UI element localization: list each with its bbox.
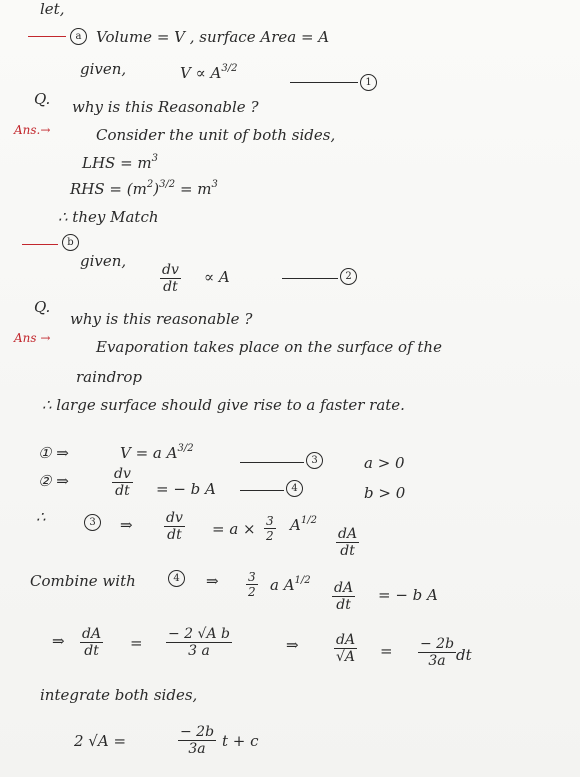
ans2-label: Ans → (14, 331, 51, 345)
simplify-arrow-2: ⇒ (286, 636, 299, 654)
rhs-line: RHS = $(m^2)^{3/2} = m^3$ (70, 179, 218, 198)
q1-text: why is this Reasonable ? (72, 98, 259, 116)
b-condition: b > 0 (364, 484, 406, 502)
equation-number-2: 2 (340, 268, 357, 285)
dv-dt-fraction-eq4: $\frac{dv}{dt}$ (114, 466, 131, 499)
red-arrow-a (28, 36, 66, 37)
combine-rhs: = − b A (378, 586, 438, 604)
given-b: given, (80, 252, 127, 270)
simplify-arrow-1: ⇒ (52, 632, 65, 650)
simplify-eq1: = (130, 634, 143, 652)
simplify-eq2: = (380, 642, 393, 660)
part-a-text: Volume = V , surface Area = A (96, 28, 330, 46)
q2-label: Q. (34, 298, 51, 316)
dv-dt-fraction-b: $\frac{dv}{dt}$ (162, 262, 179, 295)
deriv-A: $A^{1/2}$ (290, 515, 317, 534)
red-arrow-b (22, 244, 58, 245)
a-condition: a > 0 (364, 454, 405, 472)
simplify-fraction-1: $\frac{\text{− 2 √A b}}{3 a}$ (168, 626, 230, 659)
combine-arrow: ⇒ (206, 572, 219, 590)
therefore-symbol: ∴ (36, 508, 46, 526)
ans2-line2: raindrop (76, 368, 142, 386)
given-a: given, (80, 60, 127, 78)
eq4-rhs: = − b A (156, 480, 216, 498)
equation-number-1: 1 (360, 74, 377, 91)
ref-eq-4: 4 (168, 570, 185, 587)
part-a-marker: a (70, 28, 87, 45)
match-line: ∴ they Match (58, 208, 159, 226)
prop-b: ∝ A (204, 268, 230, 286)
simplify-dt: dt (456, 646, 472, 664)
three-halves-combine: $\frac{3}{2}$ (248, 570, 256, 599)
integrate-text: integrate both sides, (40, 686, 198, 704)
ans1-label: Ans.→ (14, 123, 51, 137)
deriv-eq: = a × (212, 520, 256, 538)
three-halves-deriv: $\frac{3}{2}$ (266, 514, 274, 543)
dA-dt-fraction-simplify: $\frac{dA}{dt}$ (82, 626, 102, 659)
integrate-fraction: $\frac{- 2b}{3a}$ (180, 724, 215, 757)
integrate-tail: t + c (222, 732, 259, 750)
simplify-fraction-2: $\frac{- 2b}{3a}$ (420, 636, 455, 669)
underline-arrow-4 (240, 490, 284, 491)
dv-dt-fraction-deriv: $\frac{dv}{dt}$ (166, 510, 183, 543)
eq3: V = a $A^{3/2}$ (120, 443, 194, 462)
part-b-marker: b (62, 234, 79, 251)
ans2-line3: ∴ large surface should give rise to a faster rate. (42, 396, 405, 414)
dA-sqrtA-fraction: $\frac{dA}{√A}$ (336, 632, 356, 665)
combine-aA: a $A^{1/2}$ (270, 575, 311, 594)
ans1-text: Consider the unit of both sides, (96, 126, 336, 144)
dA-dt-fraction-combine: $\frac{dA}{dt}$ (334, 580, 354, 613)
let-text: let, (40, 0, 65, 18)
q1-label: Q. (34, 90, 51, 108)
q2-text: why is this reasonable ? (70, 310, 253, 328)
lhs-line: LHS = $m^3$ (82, 153, 159, 172)
combine-text: Combine with (30, 572, 136, 590)
relation-a: $V \propto A^{3/2}$ (180, 63, 238, 82)
integrate-lhs: 2 √A = (74, 732, 127, 750)
ans2-line1: Evaporation takes place on the surface of the (96, 338, 442, 356)
equation-number-3: 3 (306, 452, 323, 469)
underline-arrow-2 (282, 278, 338, 279)
underline-arrow-3 (240, 462, 304, 463)
underline-arrow-1 (290, 82, 358, 83)
dA-dt-fraction-deriv: $\frac{dA}{dt}$ (338, 526, 358, 559)
equation-number-4: 4 (286, 480, 303, 497)
deriv-arrow: ⇒ (120, 516, 133, 534)
eq4-prefix: ② ⇒ (38, 472, 69, 490)
eq3-prefix: ① ⇒ (38, 444, 69, 462)
ref-eq-3: 3 (84, 514, 101, 531)
